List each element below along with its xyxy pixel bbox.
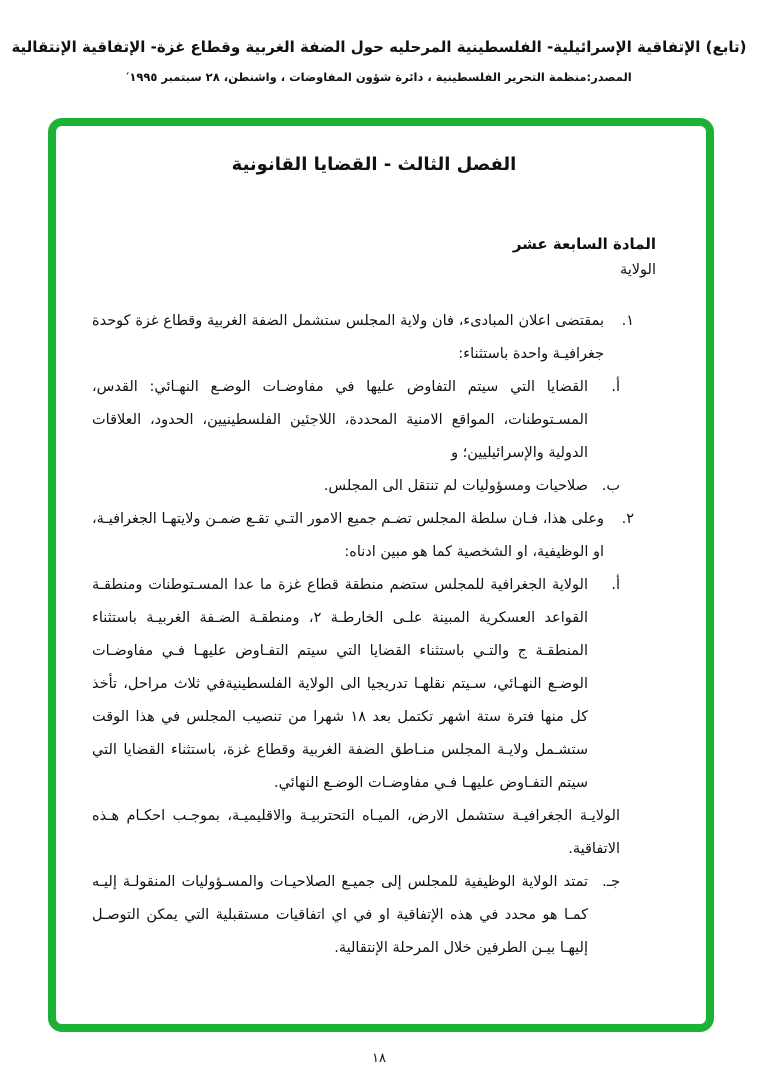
header-source: المصدر:منظمة التحرير الفلسطينية ، دائرة شؤون المفاوضات ، واشنطن، ٢٨ سبتمبر ١٩٩٥′ — [126, 70, 632, 84]
article-title: المادة السابعة عشر — [512, 235, 656, 253]
list-item-marker: ب. — [601, 478, 620, 494]
list-item-text: تمتد الولاية الوظيفية للمجلس إلى جميـع الصلاحيـات والمسـؤوليات المنقولـة إليـه كمـا هو محدد في هذه الإتفاقية او في اي اتفاقيات مستقبلية التي يمكن التوصـل إليهـا بيـن الطرفين خلال المرحلة الإنتقالية. — [92, 874, 588, 956]
list-item — [92, 305, 634, 371]
list-item-marker: أ. — [611, 577, 620, 593]
list-item-marker: ١. — [621, 313, 634, 329]
article-body — [92, 305, 656, 965]
list-item-text: بمقتضى اعلان المبادىء، فان ولاية المجلس ستشمل الضفة الغربية وقطاع غزة كوحدة جغرافيـة واحدة باستثناء: — [92, 313, 604, 362]
list-item-text: الولايـة الجغرافيـة ستشمل الارض، الميـاه التحتربيـة والاقليميـة، بموجـب احكـام هـذه الاتفاقية. — [92, 808, 620, 857]
list-item — [92, 470, 634, 503]
list-item-marker: جـ. — [602, 874, 620, 890]
chapter-title: الفصل الثالث - القضايا القانونية — [231, 154, 517, 175]
list-item-text: صلاحيات ومسؤوليات لم تنتقل الى المجلس. — [323, 478, 588, 494]
header-title: (تابع) الإتفاقية الإسرائيلية- الفلسطينية المرحليه حول الضفة الغربية وقطاع غزة- الإتفاقية الإنتقالية — [11, 38, 747, 56]
page-number: ١٨ — [372, 1051, 386, 1066]
list-item — [92, 800, 634, 866]
list-item — [92, 866, 634, 965]
article-subtitle: الولاية — [619, 262, 656, 278]
list-item — [92, 503, 634, 569]
list-item-text: الولاية الجغرافية للمجلس ستضم منطقة قطاع غزة ما عدا المسـتوطنات ومنطقـة القواعد العسكرية المبينة علـى الخارطـة ٢، ومنطقـة الضـفة الغربيـة باستثناء المنطقـة ج والتـي باستثناء القضايا التي سيتم التفـاوض عليهـا فـي مفاوضـات الوضـع النهـائي، سـيتم نقلهـا تدريجيا الى الولاية الفلسطينيةفي ثلاث مراحل، تأخذ كل منها فترة ستة اشهر تكتمل بعد ١٨ شهرا من تنصيب المجلس في هذا الوقت ستشـمل ولايـة المجلس منـاطق الضفة الغربية وقطاع غزة، باستثناء القضايا التي سيتم التفـاوض عليهـا فـي مفاوضـات الوضـع النهائي. — [92, 577, 589, 791]
list-item-marker: أ. — [611, 379, 620, 395]
green-border-frame — [48, 118, 714, 1032]
list-item-text: وعلى هذا، فـان سلطة المجلس تضـم جميع الامور التـي تقـع ضمـن ولايتهـا الجغرافيـة، او الوظيفية، او الشخصية كما هو مبين ادناه: — [92, 511, 604, 560]
list-item-marker: ٢. — [621, 511, 634, 527]
list-item — [92, 569, 634, 800]
frame-content — [56, 126, 706, 1024]
list-item-text: القضايا التي سيتم التفاوض عليها في مفاوضـات الوضـع النهـائي: القدس، المسـتوطنات، المواقع الامنية المحددة، اللاجئين الفلسطينيين، الحدود، العلاقات الدولية والإسرائيليين؛ و — [92, 379, 588, 461]
list-item — [92, 371, 634, 470]
document-header — [0, 38, 758, 84]
